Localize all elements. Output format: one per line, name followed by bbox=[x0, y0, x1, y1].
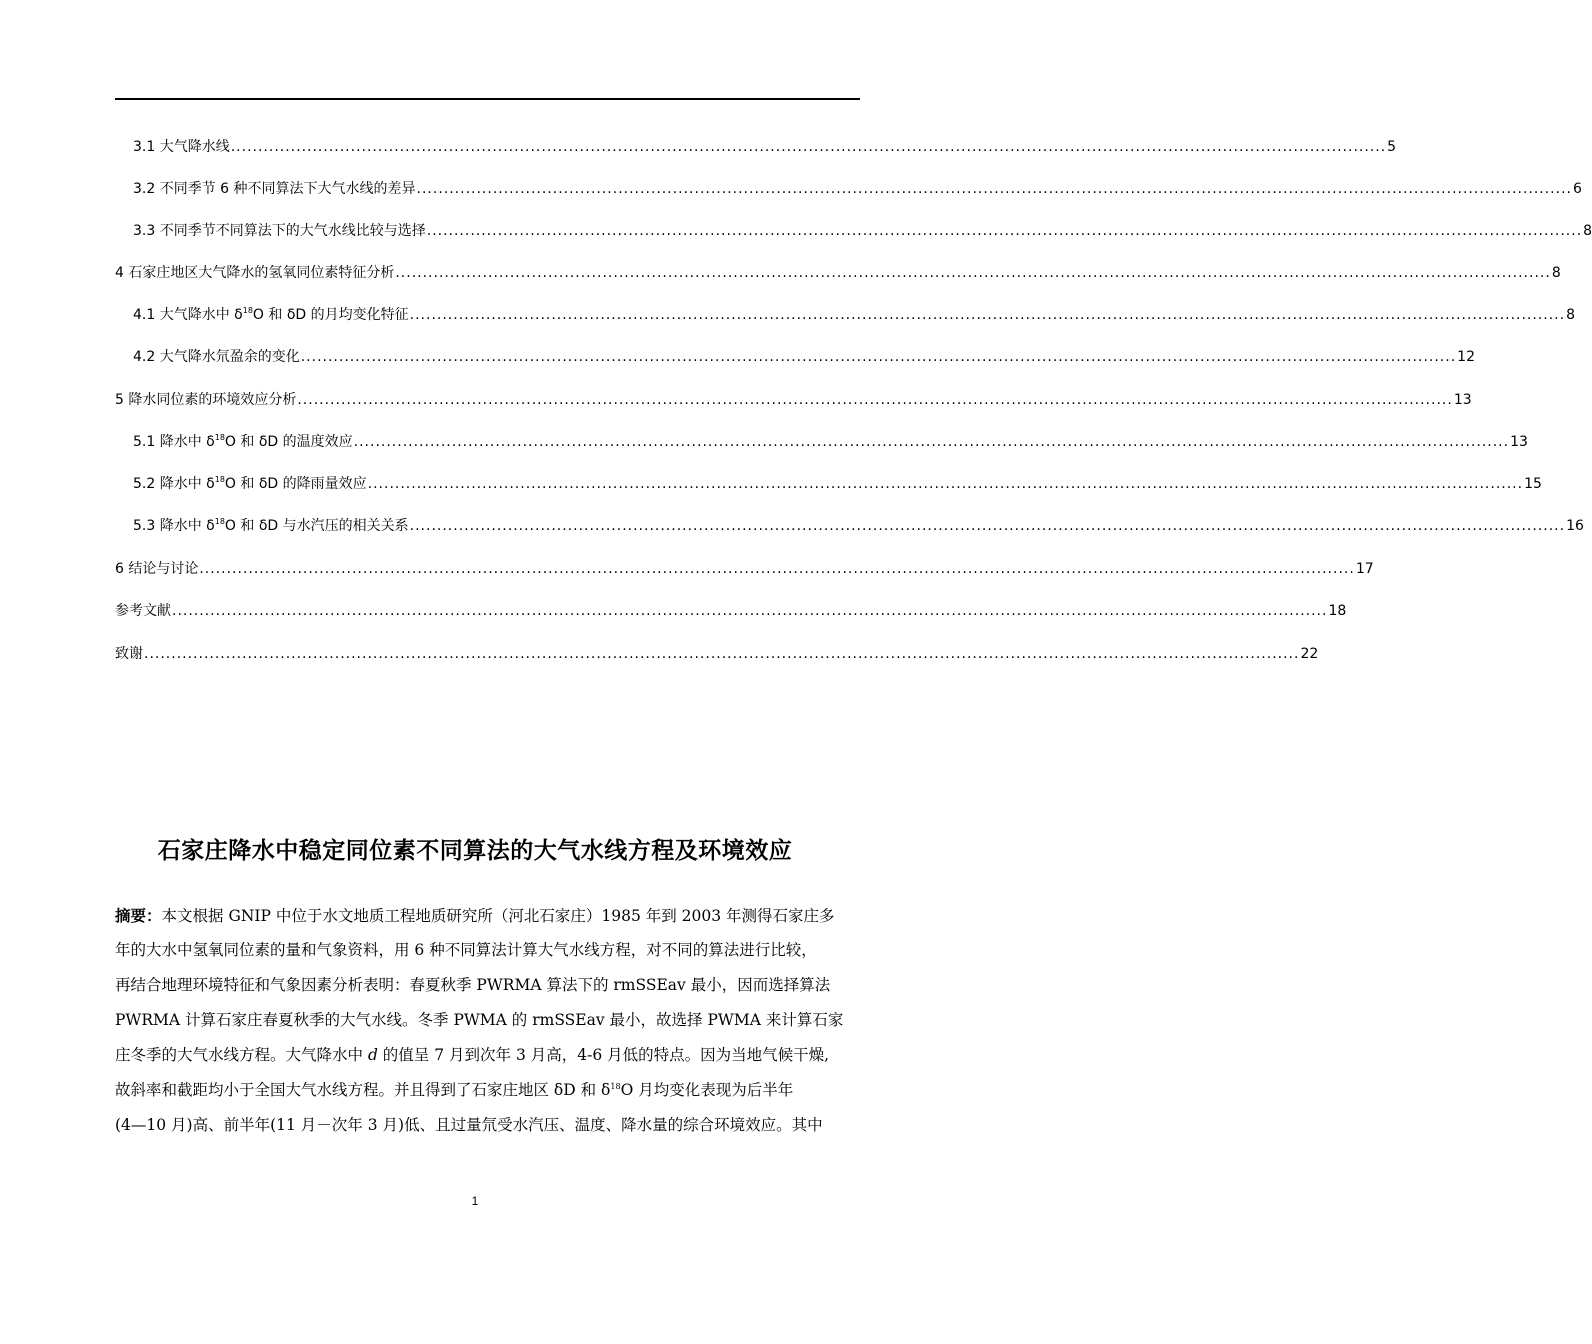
toc-leader: .................................................................................................................................................................................................................... bbox=[409, 518, 1566, 534]
toc-leader: .................................................................................................................................................................................................................... bbox=[395, 265, 1551, 281]
toc-entry-5-1[interactable] bbox=[133, 428, 1528, 452]
superscript: 18 bbox=[214, 517, 225, 526]
abstract-text: O 月均变化表现为后半年 bbox=[620, 1081, 794, 1099]
toc-label bbox=[133, 474, 367, 494]
toc-leader: .................................................................................................................................................................................................................... bbox=[230, 139, 1387, 155]
toc-page-number: 8 bbox=[1566, 307, 1576, 323]
toc-page-number: 17 bbox=[1355, 561, 1374, 577]
toc-leader: .................................................................................................................................................................................................................... bbox=[172, 603, 1328, 619]
toc-page-number: 8 bbox=[1551, 265, 1561, 281]
toc-page-number: 12 bbox=[1457, 349, 1475, 365]
abstract-text: 的值呈 7 月到次年 3 月高，4-6 月低的特点。因为当地气候干燥, bbox=[377, 1046, 830, 1064]
superscript: 18 bbox=[214, 475, 225, 484]
toc-leader: .................................................................................................................................................................................................................... bbox=[367, 476, 1524, 492]
toc-label: 3.3 不同季节不同算法下的大气水线比较与选择 bbox=[133, 223, 426, 239]
toc-label-part: 4.1 大气降水中 δ bbox=[133, 307, 243, 323]
toc-page-number: 18 bbox=[1328, 603, 1347, 619]
abstract-line bbox=[115, 898, 860, 933]
toc-leader: .................................................................................................................................................................................................................... bbox=[409, 307, 1566, 323]
variable-d: d bbox=[367, 1046, 378, 1064]
toc-label-part: O 和 δD 与水汽压的相关关系 bbox=[224, 518, 409, 534]
toc-label bbox=[133, 305, 409, 325]
toc-entry-5-2[interactable] bbox=[133, 470, 1542, 494]
toc-label-part: O 和 δD 的降雨量效应 bbox=[224, 476, 367, 492]
abstract bbox=[115, 898, 860, 1143]
toc-entry-3-1[interactable] bbox=[133, 133, 1397, 157]
abstract-text: 故斜率和截距均小于全国大气水线方程。并且得到了石家庄地区 δD 和 δ bbox=[115, 1081, 611, 1099]
abstract-line: PWRMA 计算石家庄春夏秋季的大气水线。冬季 PWMA 的 rmSSEav 最小，故选择 PWMA 来计算石家 bbox=[115, 1011, 844, 1029]
superscript: 18 bbox=[610, 1082, 621, 1091]
toc-label: 4.2 大气降水氘盈余的变化 bbox=[133, 349, 300, 365]
toc-page-number: 6 bbox=[1572, 181, 1582, 197]
toc-label-part: 5.2 降水中 δ bbox=[133, 476, 215, 492]
toc-leader: .................................................................................................................................................................................................................... bbox=[300, 349, 1457, 365]
toc-entry-3-3[interactable] bbox=[133, 217, 1592, 241]
toc-entry-6[interactable] bbox=[115, 555, 1374, 579]
toc-label: 4 石家庄地区大气降水的氢氧同位素特征分析 bbox=[115, 265, 395, 281]
toc-label-part: O 和 δD 的月均变化特征 bbox=[252, 307, 409, 323]
toc-page-number: 8 bbox=[1583, 223, 1592, 239]
page-number: 1 bbox=[471, 1194, 479, 1208]
toc-page-number: 5 bbox=[1387, 139, 1397, 155]
abstract-line: 再结合地理环境特征和气象因素分析表明：春夏秋季 PWRMA 算法下的 rmSSEav 最小，因而选择算法 bbox=[115, 976, 831, 994]
toc-label: 6 结论与讨论 bbox=[115, 561, 199, 577]
toc-leader: .................................................................................................................................................................................................................... bbox=[353, 434, 1510, 450]
toc-label: 5 降水同位素的环境效应分析 bbox=[115, 392, 297, 408]
toc-label bbox=[133, 432, 353, 452]
toc-label-part: 5.1 降水中 δ bbox=[133, 434, 215, 450]
toc-label: 致谢 bbox=[115, 646, 143, 662]
toc-leader: .................................................................................................................................................................................................................... bbox=[426, 223, 1583, 239]
toc-entry-acknowledgements[interactable] bbox=[115, 640, 1319, 664]
toc-label: 3.1 大气降水线 bbox=[133, 139, 230, 155]
toc-leader: .................................................................................................................................................................................................................... bbox=[416, 181, 1572, 197]
abstract-lead: 摘要： bbox=[115, 906, 162, 925]
toc-entry-5[interactable] bbox=[115, 386, 1472, 410]
abstract-line bbox=[115, 1038, 860, 1073]
toc-label bbox=[133, 516, 409, 536]
abstract-line: (4—10 月)高、前半年(11 月－次年 3 月)低、且过量氘受水汽压、温度、降水量的综合环境效应。其中 bbox=[115, 1116, 823, 1134]
paper-title: 石家庄降水中稳定同位素不同算法的大气水线方程及环境效应 bbox=[157, 838, 793, 864]
toc-page-number: 15 bbox=[1524, 476, 1542, 492]
abstract-text: 本文根据 GNIP 中位于水文地质工程地质研究所（河北石家庄）1985 年到 2003 年测得石家庄多 bbox=[161, 907, 835, 925]
toc-label: 3.2 不同季节 6 种不同算法下大气水线的差异 bbox=[133, 181, 416, 197]
toc-entry-references[interactable] bbox=[115, 597, 1347, 621]
toc-entry-3-2[interactable] bbox=[133, 175, 1582, 199]
toc-page-number: 16 bbox=[1566, 518, 1584, 534]
toc-leader: .................................................................................................................................................................................................................... bbox=[199, 561, 1355, 577]
abstract-line bbox=[115, 1073, 860, 1108]
superscript: 18 bbox=[242, 306, 253, 315]
toc-page-number: 22 bbox=[1300, 646, 1319, 662]
toc-page-number: 13 bbox=[1453, 392, 1472, 408]
toc-entry-4-2[interactable] bbox=[133, 343, 1475, 367]
superscript: 18 bbox=[214, 433, 225, 442]
toc-entry-5-3[interactable] bbox=[133, 512, 1584, 536]
toc-leader: .................................................................................................................................................................................................................... bbox=[297, 392, 1453, 408]
toc-entry-4[interactable] bbox=[115, 259, 1561, 283]
toc-leader: .................................................................................................................................................................................................................... bbox=[144, 646, 1300, 662]
abstract-text: 庄冬季的大气水线方程。大气降水中 bbox=[115, 1046, 368, 1064]
toc-label: 参考文献 bbox=[115, 603, 171, 619]
toc-page-number: 13 bbox=[1510, 434, 1528, 450]
abstract-line: 年的大水中氢氧同位素的量和气象资料，用 6 种不同算法计算大气水线方程，对不同的算法进行比较， bbox=[115, 941, 817, 959]
toc-entry-4-1[interactable] bbox=[133, 301, 1576, 325]
toc-label-part: O 和 δD 的温度效应 bbox=[224, 434, 353, 450]
toc-label-part: 5.3 降水中 δ bbox=[133, 518, 215, 534]
